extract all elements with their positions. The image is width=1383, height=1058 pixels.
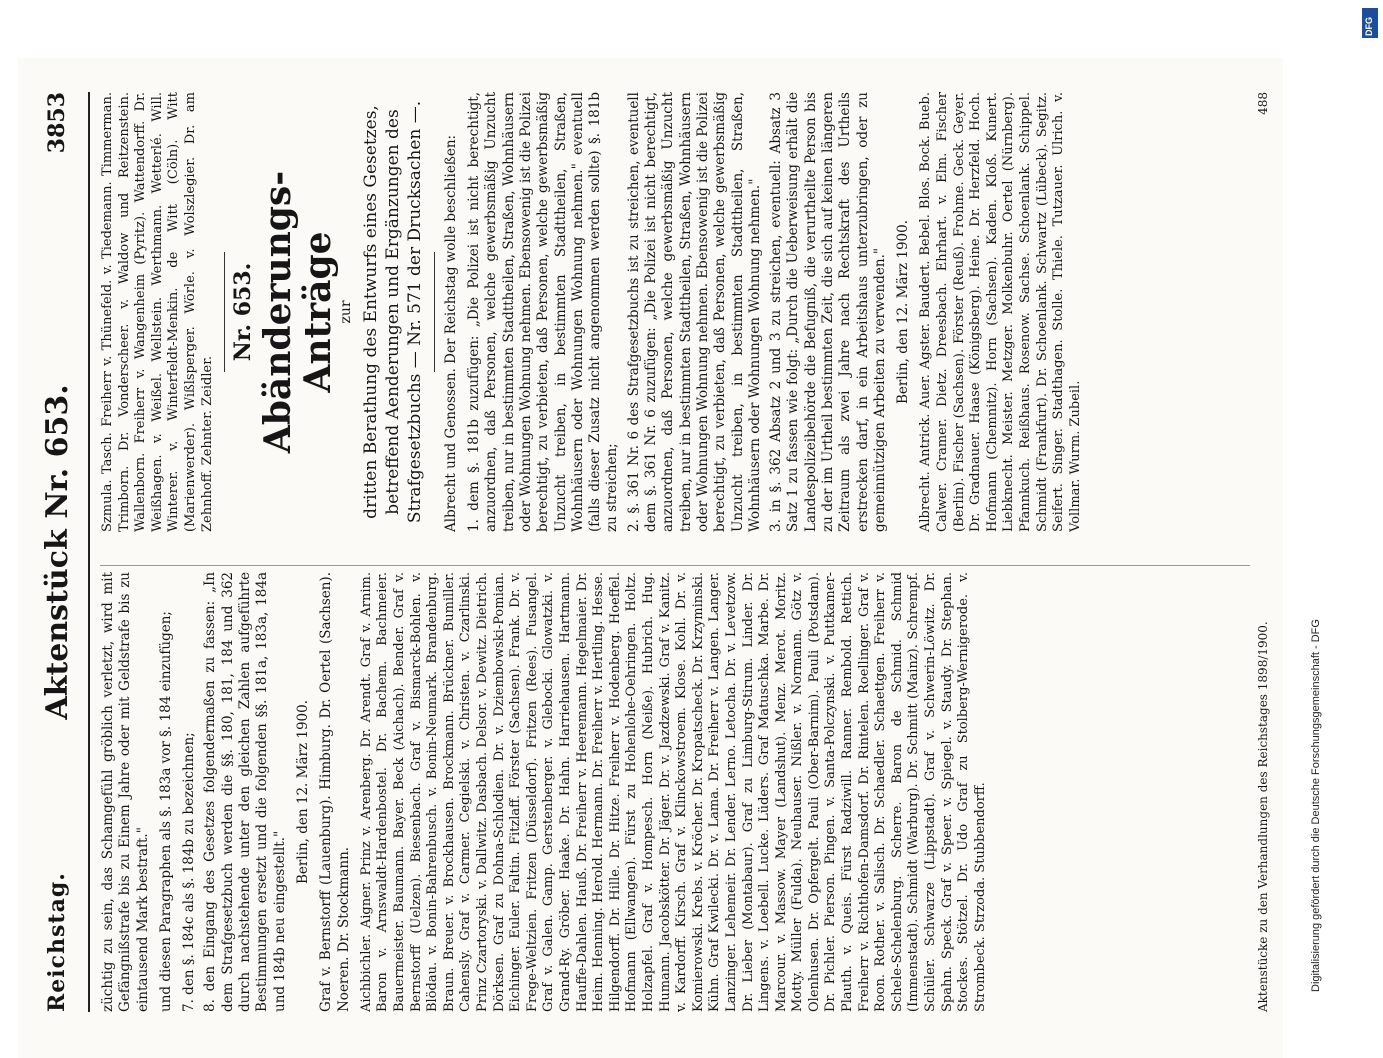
signers: Graf v. Bernstorff (Lauenburg). Himburg. Dr. Oertel (Sachsen). Noeren. Dr. Stockmann.	[318, 572, 352, 1012]
motion-item-2: 2. §. 361 Nr. 6 des Strafgesetzbuchs ist zu streichen, eventuell dem §. 361 Nr. 6 zuzufügen: „Die Polizei ist nicht berechtigt, anzuordnen, daß Personen, welche gewerbsmäßig Unzucht treiben, nur in bestimmten Stadttheilen, Straßen, Wohnhäusern oder Wohnungen Wohnung nehmen. Ebensowenig ist die Polizei berechtigt, zu verbieten, daß Personen, welche gewerbsmäßig Unzucht treiben, in bestimmten Stadttheilen, Straßen, Wohnhäusern oder Wohnungen Wohnung nehmen."	[625, 92, 763, 532]
signer-names-2: Albrecht. Antrick. Auer. Agster. Baudert. Bebel. Blos. Bock. Bueb. Calwer. Cramer. Dietz. Dreesbach. Ehrhart. v. Elm. Fischer (Berlin). Fischer (Sachsen). Förster (Reuß). Frohme. Geck. Geyer. Dr. Gradnauer. Haase (Königsberg). Heine. Dr. Herzfeld. Hoch. Hofmann (Chemnitz). Horn (Sachsen). Kaden. Kloß. Kunert. Liebknecht. Meister. Metzger. Molkenbuhr. Oertel (Nürnberg). Pfannkuch. Reißhaus. Rosenow. Sachse. Schoenlank. Schippel. Schmidt (Frankfurt). Dr. Schoenlank. Schwartz (Lübeck). Segitz. Seifert. Singer. Stadthagen. Stolle. Thiele. Tutzauer. Ulrich. v. Vollmar. Wurm. Zubeil.	[918, 92, 1083, 532]
digitization-text: Digitalisierung gefördert durch die Deutsche Forschungsgemeinschaft - DFG	[1310, 619, 1322, 992]
title-block	[230, 92, 426, 532]
item-8: 8. den Eingang des Gesetzes folgendermaßen zu fassen: „In dem Strafgesetzbuch werden die §§. 180, 181, 184 und 362 durch nachstehende unter den gleichen Zahlen aufgeführte Bestimmungen ersetzt und die folgenden §§. 181a, 183a, 184a und 184b neu eingestellt."	[202, 572, 288, 1012]
header-left: Reichstag.	[44, 872, 70, 1012]
title-zur: zur	[338, 300, 355, 324]
header-title: Aktenstück Nr. 653.	[40, 384, 75, 720]
scanned-page-rotated	[18, 58, 1283, 1058]
document-page	[18, 58, 1283, 1058]
motion-item-3: 3. in §. 362 Absatz 2 und 3 zu streichen, eventuell: Absatz 3 Satz 1 zu fassen wie folgt: „Durch die Ueberweisung erhält die Landespolizeibehörde die Befugniß, die verurtheilte Person bis zu der im Urtheil bestimmten Zeit, die sich auf keinen längeren Zeitraum als zwei Jahre nach Rechtskraft des Urtheils erstrecken darf, in ein Arbeitshaus unterzubringen, oder zu gemeinnützigen Arbeiten zu verwenden."	[768, 92, 888, 532]
motion-item-1: 1. dem §. 181b zuzufügen: „Die Polizei ist nicht berechtigt, anzuordnen, daß Personen, welche gewerbsmäßig Unzucht treiben, nur in bestimmten Stadttheilen, Straßen, Wohnhäusern oder Wohnungen Wohnung nehmen. Ebensowenig ist die Polizei berechtigt, zu verbieten, daß Personen, welche gewerbsmäßig Unzucht treiben, in bestimmten Stadttheilen, Straßen, Wohnhäusern oder Wohnungen Wohnung nehmen." eventuell (falls dieser Zusatz nicht angenommen werden sollte) §. 181b zu streichen;	[466, 92, 621, 532]
page-header	[36, 92, 82, 1012]
right-column	[100, 92, 1250, 532]
page-number: 3853	[44, 92, 70, 154]
dfg-logo-text: DFG	[1364, 17, 1374, 36]
date-line: Berlin, den 12. März 1900.	[294, 699, 311, 885]
motion-intro: Albrecht und Genossen. Der Reichstag wolle beschließen:	[442, 134, 459, 532]
left-column	[100, 572, 1250, 1012]
sheet-number: 488	[1256, 92, 1270, 115]
document-number: Nr. 653.	[230, 262, 257, 362]
item-7: 7. den §. 184c als §. 184b zu bezeichnen;	[181, 732, 198, 1012]
digitization-notice	[1288, 12, 1322, 992]
document-subtitle: dritten Berathung des Entwurfs eines Gesetzes, betreffend Aenderungen und Ergänzungen des Strafgesetzbuchs — Nr. 571 der Drucksachen —.	[360, 100, 425, 524]
supporter-names-continued: Szmula. Tasch. Freiherr v. Thünefeld. v. Tiedemann. Timmerman. Trimborn. Dr. Vonderscheer. v. Waldow und Reitzenstein. Wallenborn. Freiherr v. Wangenheim (Pyritz). Wattendorff. Dr. Weißhagen. v. Weißel. Wellstein. Werthmann. Wetterlé. Will. Winterer. v. Winterfeldt-Menkin. de Witt (Cöln). Witt (Marienwerder). Wißlsperger. Wörle. v. Wolszlegier. Dr. am Zehnhoff. Zehnter. Zeidler.	[100, 92, 215, 532]
separator-line	[224, 252, 225, 372]
date-line-2: Berlin, den 12. März 1900.	[895, 219, 912, 405]
dfg-logo	[1362, 8, 1378, 38]
document-title: Abänderungs-Anträge	[257, 170, 340, 454]
continuation-text: und diesen Paragraphen als §. 183a vor §. 184 einzufügen;	[157, 611, 174, 1012]
column-divider	[100, 565, 1250, 566]
separator-line-2	[434, 252, 435, 372]
header-rule	[88, 92, 90, 1012]
footer-text: Aktenstücke zu den Verhandlungen des Reichstages 1898/1900.	[1256, 621, 1270, 1012]
intro-text: züchtig zu sein, das Schamgefühl gröblich verletzt, wird mit Gefängnißstrafe bis zu Einem Jahre oder mit Geldstrafe bis zu eintausend Mark bestraft."	[100, 572, 151, 1012]
supporter-names: Aichbichler. Aigner. Prinz v. Arenberg. Dr. Arendt. Graf v. Arnim. Baron v. Arnswaldt-Hardenbostel. Dr. Bachem. Bachmeier. Bauermeister. Baumann. Bayer. Beck (Aichach). Bender. Graf v. Bernstorff (Uelzen). Biesenbach. Graf v. Bismarck-Bohlen. v. Blödau. v. Bonin-Bahrenbusch. v. Bonin-Neumark. Brandenburg. Braun. Breuer. v. Brockhausen. Brockmann. Brückner. Bumiller. Cahensly. Graf v. Carmer. Cegielski. v. Christen. v. Czarlinski. Prinz Czartoryski. v. Dallwitz. Dasbach. Delsor. v. Dewitz. Dietrich. Dörksen. Graf zu Dohna-Schlodien. Dr. v. Dziembowski-Pomian. Eichinger. Euler. Faltin. Fitzlaff. Förster (Sachsen). Frank. Dr. v. Frege-Weltzien. Fritzen (Düsseldorf). Fritzen (Rees). Fusangel. Graf v. Galen. Gamp. Gerstenberger. v. Glebocki. Glowatzki. v. Grand-Ry. Gröber. Haake. Dr. Hahn. Harriehausen. Hartmann. Hauffe-Dahlen. Hauß. Dr. Freiherr v. Heeremann. Hegelmaier. Dr. Heim. Henning. Herold. Hermann. Dr. Freiherr v. Hertling. Hesse. Hilgendorff. Dr. Hille. Dr. Hitze. Freiherr v. Hodenberg. Hoeffel. Hofmann (Ellwangen). Fürst zu Hohenlohe-Oehringen. Holtz. Holzapfel. Graf v. Hompesch. Horn (Neiße). Hubrich. Hug. Humann. Jacobskötter. Dr. Jäger. Dr. v. Jazdzewski. Graf v. Kanitz. v. Kardorff. Kirsch. Graf v. Klinckowstroem. Klose. Kohl. Dr. v. Komierowski. Krebs. v. Kröcher. Dr. Kropatscheck. Dr. Krzyminski. Kühn. Graf Kwilecki. Dr. v. Lama. Dr. Freiherr v. Langen. Langer. Lanzinger. Lehemeir. Dr. Lender. Lerno. Letocha. Dr. v. Levetzow. Dr. Lieber (Montabaur). Graf zu Limburg-Stirum. Linder. Dr. Lingens. v. Loebell. Lucke. Lüders. Graf Matuschka. Marbe. Dr. Marcour. v. Massow. Mayer (Landshut). Menz. Merot. Moritz. Motty. Müller (Fulda). Neuhauser. Nißler. v. Normann. Götz v. Olenhusen. Dr. Opfergelt. Pauli (Ober-Barnim). Pauli (Potsdam). Dr. Pichler. Pierson. Pingen. v. Santa-Polczynski. v. Puttkamer-Plauth. v. Queis. Fürst Radziwill. Ranner. Rembold. Rettich. Freiherr v. Richthofen-Damsdorf. Dr. Rintelen. Roellinger. Graf v. Roon. Rother. v. Salisch. Dr. Schaedler. Schaettgen. Freiherr v. Schele-Schelenburg. Scherre. Baron de Schmid. Schmid (Immenstadt). Schmidt (Warburg). Dr. Schmitt (Mainz). Schrempf. Schüler. Schwarze (Lippstadt). Graf v. Schwerin-Löwitz. Dr. Spahn. Speck. Graf v. Speer. v. Spiegel. v. Staudy. Dr. Stephan. Stockes. Stötzel. Dr. Udo Graf zu Stolberg-Wernigerode. v. Strombeck. Strzoda. Stubbendorff.	[358, 572, 988, 1012]
